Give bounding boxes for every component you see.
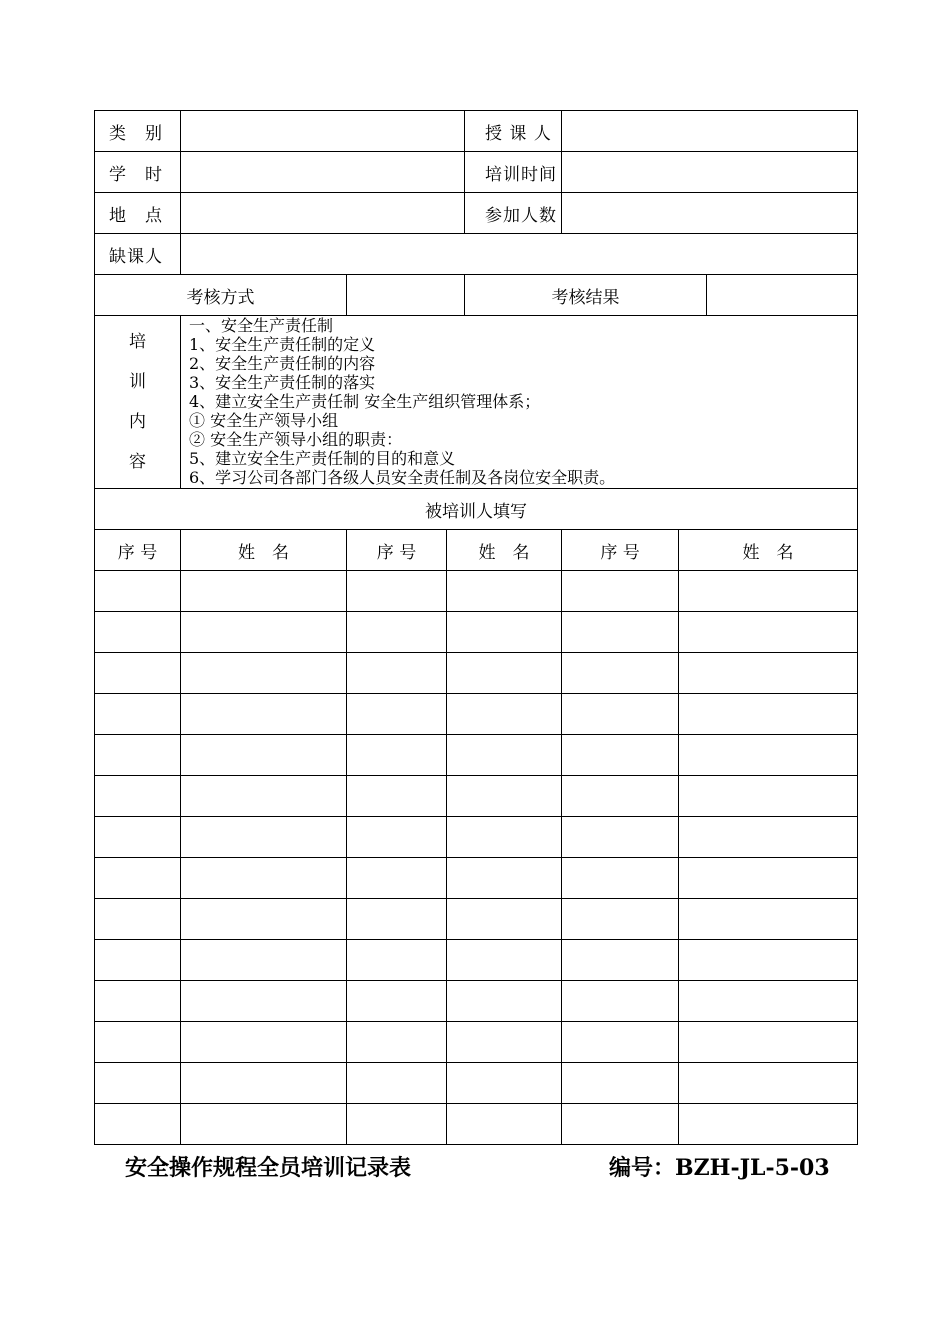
roster-name-cell[interactable]	[679, 1022, 858, 1063]
roster-name-cell[interactable]	[447, 981, 562, 1022]
table-row	[95, 899, 858, 940]
roster-name-cell[interactable]	[679, 571, 858, 612]
assessment-result-label: 考核结果	[465, 275, 707, 316]
roster-name-cell[interactable]	[679, 694, 858, 735]
table-row	[95, 776, 858, 817]
trainee-roster	[95, 571, 858, 1145]
content-line: 5、建立安全生产责任制的目的和意义	[189, 449, 456, 468]
content-line: 3、安全生产责任制的落实	[189, 373, 376, 392]
roster-no-cell[interactable]	[95, 776, 181, 817]
category-label: 类 别	[95, 111, 181, 152]
attendees-label: 参加人数	[465, 193, 562, 234]
roster-name-cell[interactable]	[447, 776, 562, 817]
roster-no-cell[interactable]	[95, 981, 181, 1022]
location-field[interactable]	[181, 193, 465, 234]
assessment-result-field[interactable]	[707, 275, 858, 316]
training-time-label: 培训时间	[465, 152, 562, 193]
roster-name-cell[interactable]	[181, 899, 347, 940]
roster-no-cell[interactable]	[347, 817, 447, 858]
absentees-label: 缺课人	[95, 234, 181, 275]
roster-name-cell[interactable]	[181, 981, 347, 1022]
roster-no-cell[interactable]	[95, 653, 181, 694]
roster-name-cell[interactable]	[181, 940, 347, 981]
roster-name-cell[interactable]	[679, 858, 858, 899]
instructor-field[interactable]	[562, 111, 858, 152]
content-line: 4、建立安全生产责任制 安全生产组织管理体系；	[189, 392, 541, 411]
roster-name-cell[interactable]	[447, 1063, 562, 1104]
roster-name-cell[interactable]	[181, 1022, 347, 1063]
roster-no-cell[interactable]	[95, 817, 181, 858]
content-line: 一、安全生产责任制	[189, 316, 334, 335]
roster-name-cell[interactable]	[447, 1022, 562, 1063]
content-line: 1、安全生产责任制的定义	[189, 335, 376, 354]
roster-no-cell[interactable]	[562, 1104, 679, 1145]
col-no-2: 序 号	[347, 530, 447, 571]
table-row	[95, 571, 858, 612]
training-content-label: 培 训 内 容	[95, 316, 181, 489]
roster-no-cell[interactable]	[95, 899, 181, 940]
roster-no-cell[interactable]	[347, 858, 447, 899]
attendees-field[interactable]	[562, 193, 858, 234]
hours-field[interactable]	[181, 152, 465, 193]
table-row	[95, 981, 858, 1022]
assessment-method-label: 考核方式	[95, 275, 347, 316]
instructor-label: 授 课 人	[465, 111, 562, 152]
roster-no-cell[interactable]	[562, 940, 679, 981]
col-name-1: 姓 名	[181, 530, 347, 571]
roster-name-cell[interactable]	[679, 776, 858, 817]
roster-no-cell[interactable]	[562, 612, 679, 653]
roster-no-cell[interactable]	[95, 612, 181, 653]
roster-name-cell[interactable]	[447, 571, 562, 612]
roster-name-cell[interactable]	[679, 817, 858, 858]
col-no-3: 序 号	[562, 530, 679, 571]
roster-no-cell[interactable]	[347, 981, 447, 1022]
roster-name-cell[interactable]	[181, 776, 347, 817]
roster-name-cell[interactable]	[447, 940, 562, 981]
roster-no-cell[interactable]	[347, 1104, 447, 1145]
roster-no-cell[interactable]	[95, 694, 181, 735]
roster-name-cell[interactable]	[679, 981, 858, 1022]
roster-name-cell[interactable]	[181, 694, 347, 735]
roster-no-cell[interactable]	[347, 571, 447, 612]
content-line: ② 安全生产领导小组的职责：	[189, 430, 403, 449]
roster-no-cell[interactable]	[347, 776, 447, 817]
roster-no-cell[interactable]	[95, 1063, 181, 1104]
roster-no-cell[interactable]	[562, 981, 679, 1022]
table-row	[95, 694, 858, 735]
table-row	[95, 1063, 858, 1104]
roster-name-cell[interactable]	[181, 571, 347, 612]
hours-label: 学 时	[95, 152, 181, 193]
roster-name-cell[interactable]	[447, 1104, 562, 1145]
category-field[interactable]	[181, 111, 465, 152]
roster-name-cell[interactable]	[679, 940, 858, 981]
absentees-field[interactable]	[181, 234, 858, 275]
form-title: 安全操作规程全员培训记录表	[125, 1156, 412, 1181]
col-name-3: 姓 名	[679, 530, 858, 571]
roster-no-cell[interactable]	[95, 1022, 181, 1063]
training-time-field[interactable]	[562, 152, 858, 193]
roster-name-cell[interactable]	[181, 612, 347, 653]
roster-name-cell[interactable]	[447, 858, 562, 899]
roster-name-cell[interactable]	[447, 817, 562, 858]
table-row	[95, 1104, 858, 1145]
roster-name-cell[interactable]	[447, 735, 562, 776]
table-row	[95, 940, 858, 981]
roster-name-cell[interactable]	[181, 1104, 347, 1145]
form-code: 编号：BZH-JL-5-03	[609, 1155, 830, 1181]
content-line: ① 安全生产领导小组	[189, 411, 339, 430]
roster-name-cell[interactable]	[447, 899, 562, 940]
roster-no-cell[interactable]	[347, 940, 447, 981]
training-record-form	[94, 110, 858, 1145]
roster-no-cell[interactable]	[562, 1022, 679, 1063]
roster-no-cell[interactable]	[347, 694, 447, 735]
content-line: 2、安全生产责任制的内容	[189, 354, 376, 373]
roster-name-cell[interactable]	[679, 735, 858, 776]
table-row	[95, 735, 858, 776]
roster-no-cell[interactable]	[562, 653, 679, 694]
table-row	[95, 1022, 858, 1063]
roster-name-cell[interactable]	[181, 858, 347, 899]
content-line: 6、学习公司各部门各级人员安全责任制及各岗位安全职责。	[189, 468, 616, 487]
roster-no-cell[interactable]	[562, 858, 679, 899]
trainee-section-title: 被培训人填写	[95, 489, 858, 530]
roster-name-cell[interactable]	[447, 612, 562, 653]
roster-no-cell[interactable]	[347, 899, 447, 940]
assessment-method-field[interactable]	[347, 275, 465, 316]
roster-no-cell[interactable]	[347, 653, 447, 694]
training-content-text	[181, 316, 858, 489]
roster-no-cell[interactable]	[95, 1104, 181, 1145]
roster-no-cell[interactable]	[562, 1063, 679, 1104]
roster-name-cell[interactable]	[679, 653, 858, 694]
roster-name-cell[interactable]	[181, 817, 347, 858]
roster-no-cell[interactable]	[562, 817, 679, 858]
roster-no-cell[interactable]	[347, 1063, 447, 1104]
roster-name-cell[interactable]	[181, 735, 347, 776]
roster-no-cell[interactable]	[347, 612, 447, 653]
location-label: 地 点	[95, 193, 181, 234]
roster-no-cell[interactable]	[562, 735, 679, 776]
table-row	[95, 858, 858, 899]
roster-no-cell[interactable]	[347, 735, 447, 776]
roster-no-cell[interactable]	[562, 571, 679, 612]
roster-name-cell[interactable]	[679, 899, 858, 940]
roster-no-cell[interactable]	[562, 694, 679, 735]
roster-no-cell[interactable]	[95, 735, 181, 776]
roster-name-cell[interactable]	[181, 653, 347, 694]
roster-no-cell[interactable]	[347, 1022, 447, 1063]
col-no-1: 序 号	[95, 530, 181, 571]
roster-no-cell[interactable]	[95, 940, 181, 981]
col-name-2: 姓 名	[447, 530, 562, 571]
table-row	[95, 817, 858, 858]
roster-no-cell[interactable]	[95, 858, 181, 899]
roster-name-cell[interactable]	[447, 653, 562, 694]
table-row	[95, 653, 858, 694]
table-row	[95, 612, 858, 653]
roster-no-cell[interactable]	[562, 899, 679, 940]
roster-name-cell[interactable]	[679, 612, 858, 653]
roster-name-cell[interactable]	[679, 1104, 858, 1145]
roster-name-cell[interactable]	[181, 1063, 347, 1104]
roster-no-cell[interactable]	[562, 776, 679, 817]
roster-no-cell[interactable]	[95, 571, 181, 612]
roster-name-cell[interactable]	[679, 1063, 858, 1104]
roster-name-cell[interactable]	[447, 694, 562, 735]
